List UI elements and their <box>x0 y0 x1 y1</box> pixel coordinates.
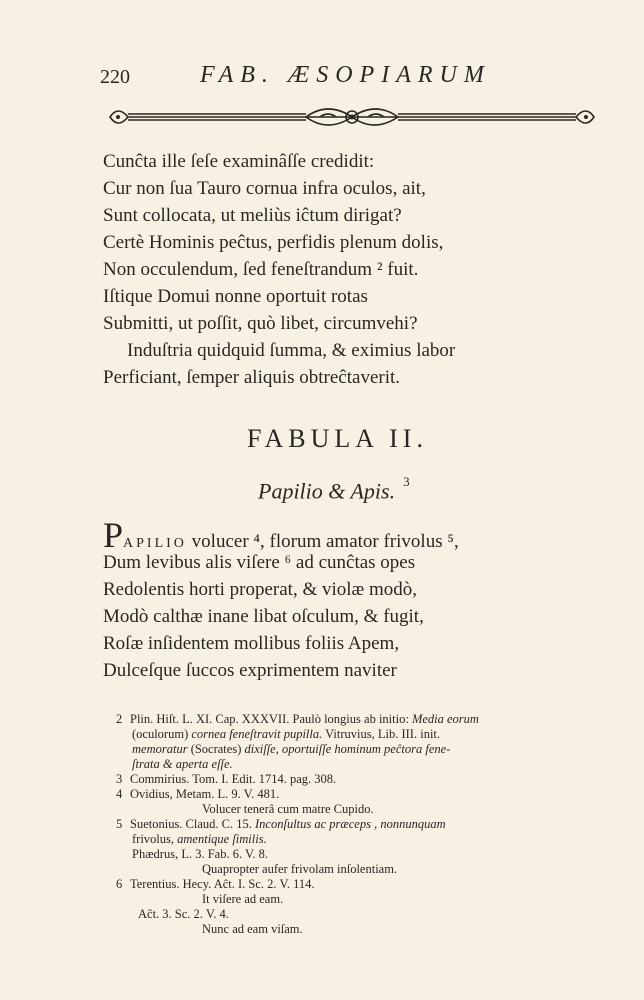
verse-block-fable <box>103 515 583 684</box>
verse-line: Induſtria quidquid ſumma, & eximius labor <box>127 340 456 361</box>
verse-line: Roſæ inſidentem mollibus foliis Apem, <box>103 633 400 654</box>
verse-line: Modò calthæ inane libat oſculum, & fugit, <box>103 606 424 627</box>
footnote-line: 5 Suetonius. Claud. C. 15. Inconſultus ac præceps , nonnunquam <box>116 817 446 831</box>
verse-line: Certè Hominis peĉtus, perfidis plenum dolis, <box>103 232 444 253</box>
verse-line: Dulceſque ſuccos exprimentem naviter <box>103 660 397 681</box>
footnote-line: Volucer tenerâ cum matre Cupido. <box>202 802 374 816</box>
footnote-line: Phædrus, L. 3. Fab. 6. V. 8. <box>132 847 269 861</box>
verse-line: Cunĉta ille ſeſe examinâſſe credidit: <box>103 151 375 172</box>
footnote-line: 3 Commirius. Tom. I. Edit. 1714. pag. 308. <box>116 772 337 786</box>
footnote-line: It viſere ad eam. <box>202 892 284 906</box>
fable-subtitle-text: Papilio & Apis. <box>258 478 396 504</box>
page-number: 220 <box>100 66 130 88</box>
verse-line: Cur non ſua Tauro cornua infra oculos, ait, <box>103 178 426 199</box>
running-title: FAB. ÆSOPIARUM <box>200 62 491 88</box>
verse-line: Non occulendum, ſed feneſtrandum ² fuit. <box>103 259 419 280</box>
verse-line-rest: volucer ⁴, florum amator frivolus ⁵, <box>186 531 459 552</box>
verse-block-top <box>103 148 583 391</box>
fable-heading: FABULA II. <box>247 424 428 453</box>
verse-line: Sunt collocata, ut meliùs iĉtum dirigat? <box>103 205 402 226</box>
footnote-line: 2 Plin. Hiſt. L. XI. Cap. XXXVII. Paulò longius ab initio: Media eorum <box>116 712 479 726</box>
footnote-line: (oculorum) cornea feneſtravit pupilla. Vitruvius, Lib. III. init. <box>132 727 441 741</box>
verse-line: Iſtique Domui nonne oportuit rotas <box>103 286 368 307</box>
footnote-line: memoratur (Socrates) dixiſſe, oportuiſſe hominum peĉtora fene- <box>132 742 451 756</box>
page-header <box>100 62 530 92</box>
verse-line-first <box>103 515 583 555</box>
verse-line: Redolentis horti properat, & violæ modò, <box>103 579 417 600</box>
footnote-line: frivolus, amentique ſimilis. <box>132 832 267 846</box>
ornamental-rule-icon <box>106 102 598 132</box>
footnote-line: 6 Terentius. Hecy. Aĉt. I. Sc. 2. V. 114. <box>116 877 315 891</box>
drop-cap: P <box>103 515 124 555</box>
footnote-line: Quapropter aufer frivolam inſolentiam. <box>202 862 398 876</box>
verse-line: Submitti, ut poſſit, quò libet, circumvehi? <box>103 313 418 334</box>
footnote-line: Aĉt. 3. Sc. 2. V. 4. <box>138 907 229 921</box>
footnotes <box>116 712 616 937</box>
footnote-line: 4 Ovidius, Metam. L. 9. V. 481. <box>116 787 280 801</box>
fable-subtitle-note: 3 <box>403 474 410 489</box>
footnote-line: ſtrata & aperta eſſe. <box>132 757 233 771</box>
fable-subtitle <box>258 474 410 504</box>
verse-line: Perficiant, ſemper aliquis obtreĉtaverit. <box>103 367 401 388</box>
smallcaps-word: APILIO <box>123 536 187 551</box>
verse-line: Dum levibus alis viſere ⁶ ad cunĉtas opes <box>103 552 416 573</box>
footnote-line: Nunc ad eam viſam. <box>202 922 303 936</box>
